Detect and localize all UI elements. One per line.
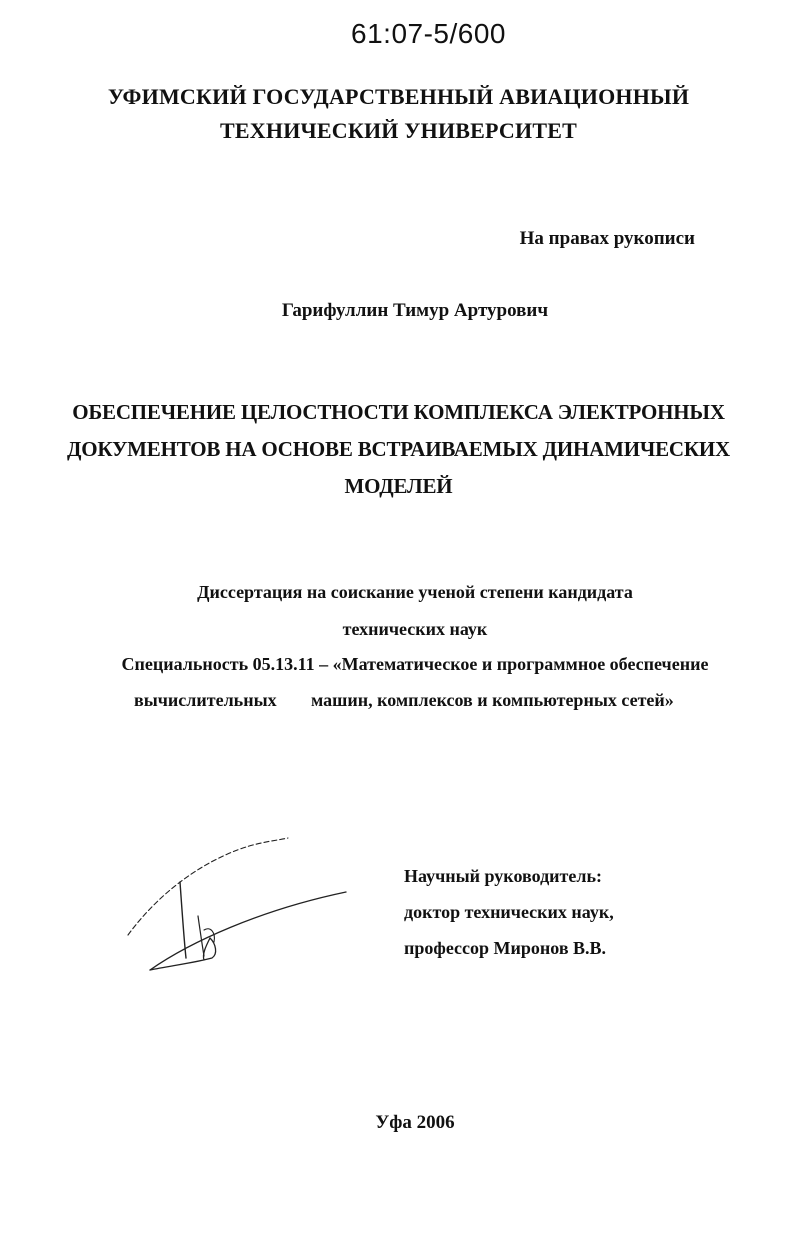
specialty-line-1: Специальность 05.13.11 – «Математическое и программное обеспечение [121,654,709,674]
dissertation-title-line-2: ДОКУМЕНТОВ НА ОСНОВЕ ВСТРАИВАЕМЫХ ДИНАМИЧЕСКИХ [66,437,730,461]
degree-info-line-2: технических наук [342,619,488,639]
handwritten-signature [120,830,360,980]
degree-info-line-1: Диссертация на соискание ученой степени кандидата [197,582,633,602]
advisor-label: Научный руководитель: [404,866,602,886]
archive-number: 61:07-5/600 [351,18,506,49]
author-name: Гарифуллин Тимур Артурович [281,300,549,321]
advisor-name: профессор Миронов В.В. [404,938,607,958]
city-year: Уфа 2006 [375,1112,455,1133]
advisor-degree: доктор технических наук, [404,902,614,922]
specialty-line-2-start: вычислительных [134,690,277,710]
specialty-line-2-end: машин, комплексов и компьютерных сетей» [311,690,674,710]
rights-note: На правах рукописи [519,228,695,249]
university-name-line-2: ТЕХНИЧЕСКИЙ УНИВЕРСИТЕТ [220,118,577,143]
dissertation-title-line-1: ОБЕСПЕЧЕНИЕ ЦЕЛОСТНОСТИ КОМПЛЕКСА ЭЛЕКТРОННЫХ [72,400,725,424]
university-name-line-1: УФИМСКИЙ ГОСУДАРСТВЕННЫЙ АВИАЦИОННЫЙ [107,84,690,109]
dissertation-title-line-3: МОДЕЛЕЙ [344,474,453,498]
